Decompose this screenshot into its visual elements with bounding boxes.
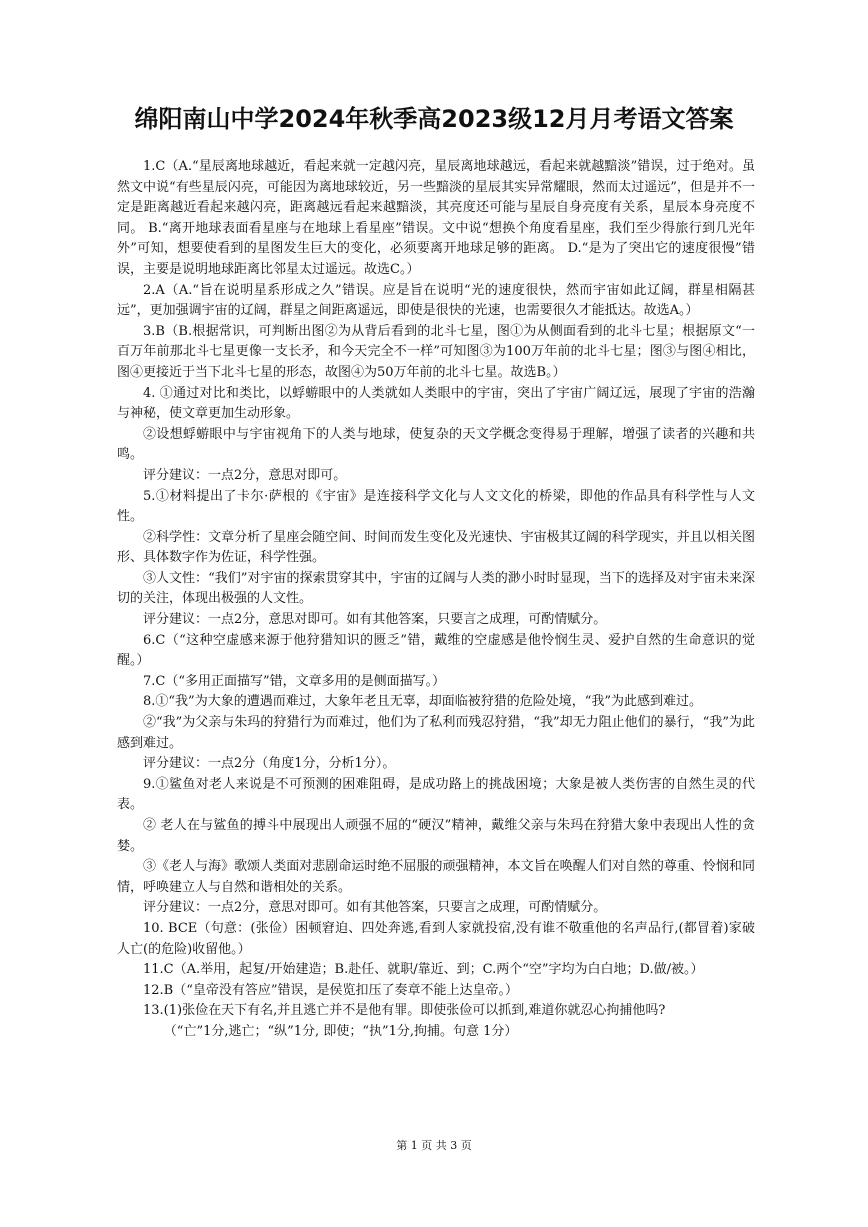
answer-paragraph: 3.B（B.根据常识，可判断出图②为从背后看到的北斗七星，图①为从侧面看到的北斗七星；根据原文“一百万年前那北斗七星更像一支长矛，和今天完全不一样”可知图③为100万年前的北斗七星；图③与图④相比，图④更接近于当下北斗七星的形态，故图④为50万年前的北斗七星。故选B。）	[117, 323, 755, 380]
answer-paragraph: 5.①材料提出了卡尔·萨根的《宇宙》是连接科学文化与人文文化的桥梁，即他的作品具有科学性与人文性。	[117, 488, 755, 525]
document-title: 绵阳南山中学2024年秋季高2023级12月月考语文答案	[134, 105, 734, 133]
answer-paragraph: ②科学性：文章分析了星座会随空间、时间而发生变化及光速快、宇宙极其辽阔的科学现实，并且以相关图形、具体数字作为佐证，科学性强。	[117, 529, 755, 566]
answer-paragraph: 13.(1)张俭在天下有名,并且逃亡并不是他有罪。即使张俭可以抓到,难道你就忍心拘捕他吗?	[143, 1003, 666, 1019]
answer-paragraph: ② 老人在与鲨鱼的搏斗中展现出人顽强不屈的“硬汉”精神，戴维父亲与朱玛在狩猎大象中表现出人性的贪婪。	[117, 818, 755, 854]
answer-paragraph: ②“我”为父亲与朱玛的狩猎行为而难过，他们为了私利而残忍狩猎，“我”却无力阻止他们的暴行，“我”为此感到难过。	[117, 715, 755, 751]
answer-paragraph: 7.C（“多用正面描写”错，文章多用的是侧面描写。）	[143, 673, 446, 689]
answer-paragraph: ③人文性：“我们”对宇宙的探索贯穿其中，宇宙的辽阔与人类的渺小时时显现，当下的选择及对宇宙未来深切的关注，体现出极强的人文性。	[117, 570, 755, 607]
scoring-note: 评分建议：一点2分，意思对即可。	[143, 467, 347, 483]
scoring-note: 评分建议：一点2分，意思对即可。如有其他答案，只要言之成理，可酌情赋分。	[143, 900, 607, 916]
answer-paragraph: 1.C（A.“星辰离地球越近，看起来就一定越闪亮，星辰离地球越远，看起来就越黯淡”错误，过于绝对。虽然文中说“有些星辰闪亮，可能因为离地球较近，另一些黯淡的星辰其实异常耀眼，然而太过遥远”，但是并不一定是距离越近看起来越闪亮，距离越远看起来越黯淡，其亮度还可能与星辰自身亮度有关系，星辰本身亮度不同。 B.“离开地球表面看星座与在地球上看星座”错误。文中说“想换个角度看星座，我们至少得旅行到几光年外”可知，想要使看到的星图发生巨大的变化，必须要离开地球足够的距离。 D.“是为了突出它的速度很慢”错误，主要是说明地球距离比邻星太过遥远。故选C。）	[117, 159, 755, 277]
answer-paragraph: 12.B（“皇帝没有答应”错误，是侯览扣压了奏章不能上达皇帝。）	[143, 982, 519, 998]
answer-paragraph: ②设想蜉蝣眼中与宇宙视角下的人类与地球，使复杂的天文学概念变得易于理解，增强了读者的兴趣和共鸣。	[117, 426, 755, 463]
scoring-note: 评分建议：一点2分（角度1分，分析1分）。	[143, 756, 396, 772]
scoring-note: 评分建议：一点2分，意思对即可。如有其他答案，只要言之成理，可酌情赋分。	[143, 612, 607, 628]
answer-paragraph: 2.A（A.“旨在说明星系形成之久”错误。应是旨在说明“光的速度很快，然而宇宙如此辽阔，群星相隔甚远”，更加强调宇宙的辽阔，群星之间距离遥远，即使是很快的光速，也需要很久才能抵达。故选A。）	[117, 282, 755, 319]
answer-paragraph: 9.①鲨鱼对老人来说是不可预测的困难阻碍，是成功路上的挑战困境；大象是被人类伤害的自然生灵的代表。	[117, 776, 755, 813]
answer-paragraph: 4. ①通过对比和类比，以蜉蝣眼中的人类就如人类眼中的宇宙，突出了宇宙广阔辽远，展现了宇宙的浩瀚与神秘，使文章更加生动形象。	[117, 385, 755, 422]
answer-paragraph: 10. BCE（句意：(张俭）困顿窘迫、四处奔逃,看到人家就投宿,没有谁不敬重他的名声品行,(都冒着)家破人亡(的危险)收留他。）	[117, 920, 755, 957]
scoring-detail: （“亡”1分,逃亡；“纵”1分, 即使；“执”1分,拘捕。句意 1分）	[163, 1023, 518, 1039]
answer-body	[117, 157, 755, 1043]
answer-paragraph: 11.C（A.举用，起复/开始建造；B.赴任、就职/靠近、到；C.两个“空”字均为白白地；D.做/被。）	[143, 962, 704, 978]
answer-paragraph: 6.C（“这种空虚感来源于他狩猎知识的匮乏”错，戴维的空虚感是他怜悯生灵、爱护自然的生命意识的觉醒。）	[117, 632, 755, 669]
answer-paragraph: ③《老人与海》歌颂人类面对悲剧命运时绝不屈服的顽强精神，本文旨在唤醒人们对自然的尊重、怜悯和同情，呼唤建立人与自然和谐相处的关系。	[117, 859, 755, 895]
page-footer: 第 1 页 共 3 页	[396, 1139, 472, 1152]
answer-paragraph: 8.①“我”为大象的遭遇而难过，大象年老且无辜，却面临被狩猎的危险处境，“我”为此感到难过。	[143, 694, 702, 710]
